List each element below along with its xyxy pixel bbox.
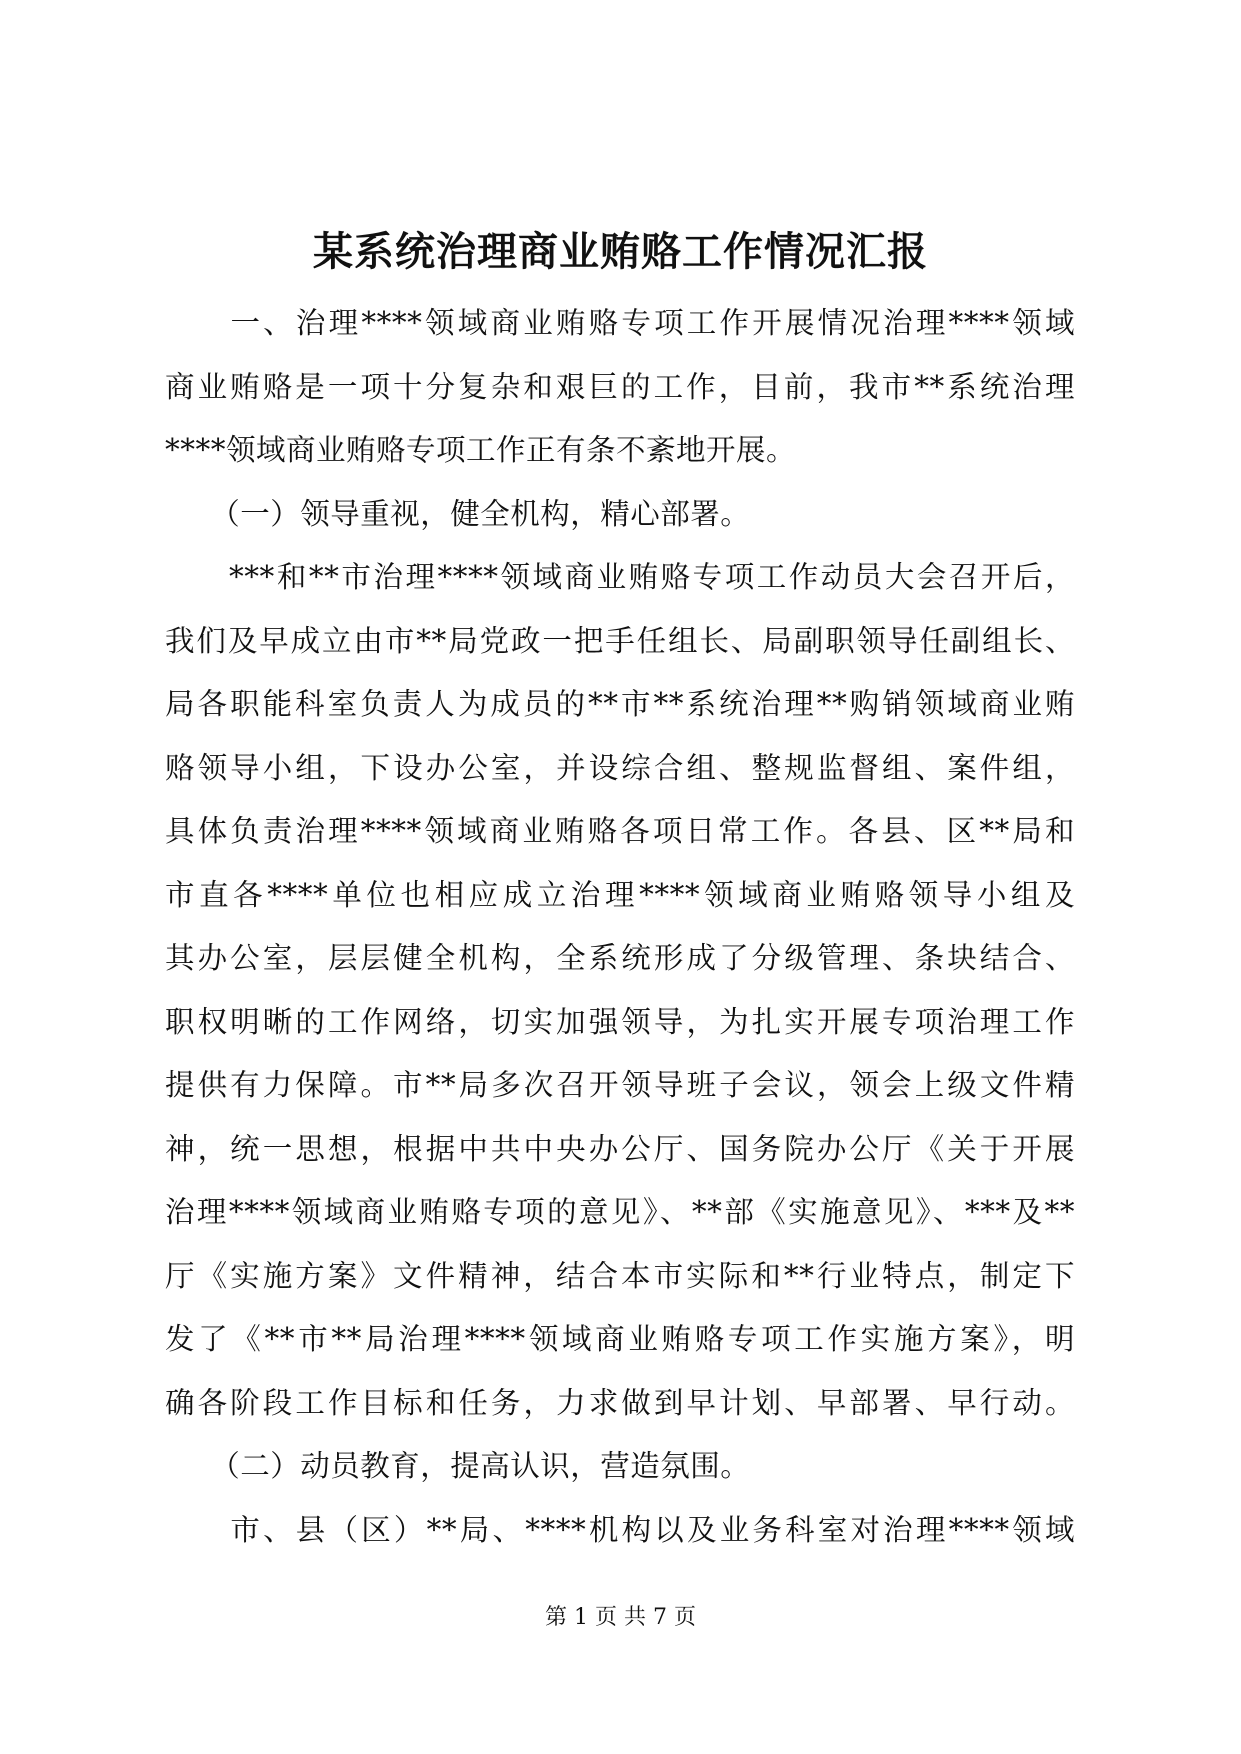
body-line: （一）领导重视，健全机构，精心部署。: [165, 496, 751, 531]
body-line: 市直各****单位也相应成立治理****领域商业贿赂领导小组及: [165, 877, 1075, 912]
body-line: 市、县（区）**局、****机构以及业务科室对治理****领域: [165, 1512, 1075, 1547]
page-number-footer: 第 1 页 共 7 页: [545, 1605, 696, 1630]
body-line: 局各职能科室负责人为成员的**市**系统治理**购销领域商业贿: [165, 687, 1075, 721]
body-line: 确各阶段工作目标和任务，力求做到早计划、早部署、早行动。: [165, 1385, 1075, 1420]
document-body: [165, 292, 1075, 1562]
body-line: 神，统一思想，根据中共中央办公厅、国务院办公厅《关于开展: [165, 1131, 1075, 1166]
document-title: 某系统治理商业贿赂工作情况汇报: [313, 228, 928, 275]
body-line: 提供有力保障。市**局多次召开领导班子会议，领会上级文件精: [165, 1068, 1075, 1102]
body-line: ****领域商业贿赂专项工作正有条不紊地开展。: [165, 433, 797, 467]
body-line: 赂领导小组，下设办公室，并设综合组、整规监督组、案件组，: [165, 750, 1075, 785]
body-line: （二）动员教育，提高认识，营造氛围。: [165, 1449, 751, 1483]
body-line: 一、治理****领域商业贿赂专项工作开展情况治理****领域: [165, 306, 1075, 340]
body-line: 厅《实施方案》文件精神，结合本市实际和**行业特点，制定下: [165, 1258, 1075, 1293]
body-line: 治理****领域商业贿赂专项的意见》、**部《实施意见》、***及**: [165, 1195, 1075, 1229]
body-line: ***和**市治理****领域商业贿赂专项工作动员大会召开后，: [165, 560, 1075, 594]
body-line: 职权明晰的工作网络，切实加强领导，为扎实开展专项治理工作: [165, 1004, 1075, 1039]
body-line: 发了《**市**局治理****领域商业贿赂专项工作实施方案》，明: [165, 1322, 1075, 1356]
body-line: 我们及早成立由市**局党政一把手任组长、局副职领导任副组长、: [165, 623, 1075, 658]
body-line: 其办公室，层层健全机构，全系统形成了分级管理、条块结合、: [165, 941, 1075, 975]
body-line: 具体负责治理****领域商业贿赂各项日常工作。各县、区**局和: [165, 814, 1075, 848]
body-line: 商业贿赂是一项十分复杂和艰巨的工作，目前，我市**系统治理: [165, 369, 1075, 404]
